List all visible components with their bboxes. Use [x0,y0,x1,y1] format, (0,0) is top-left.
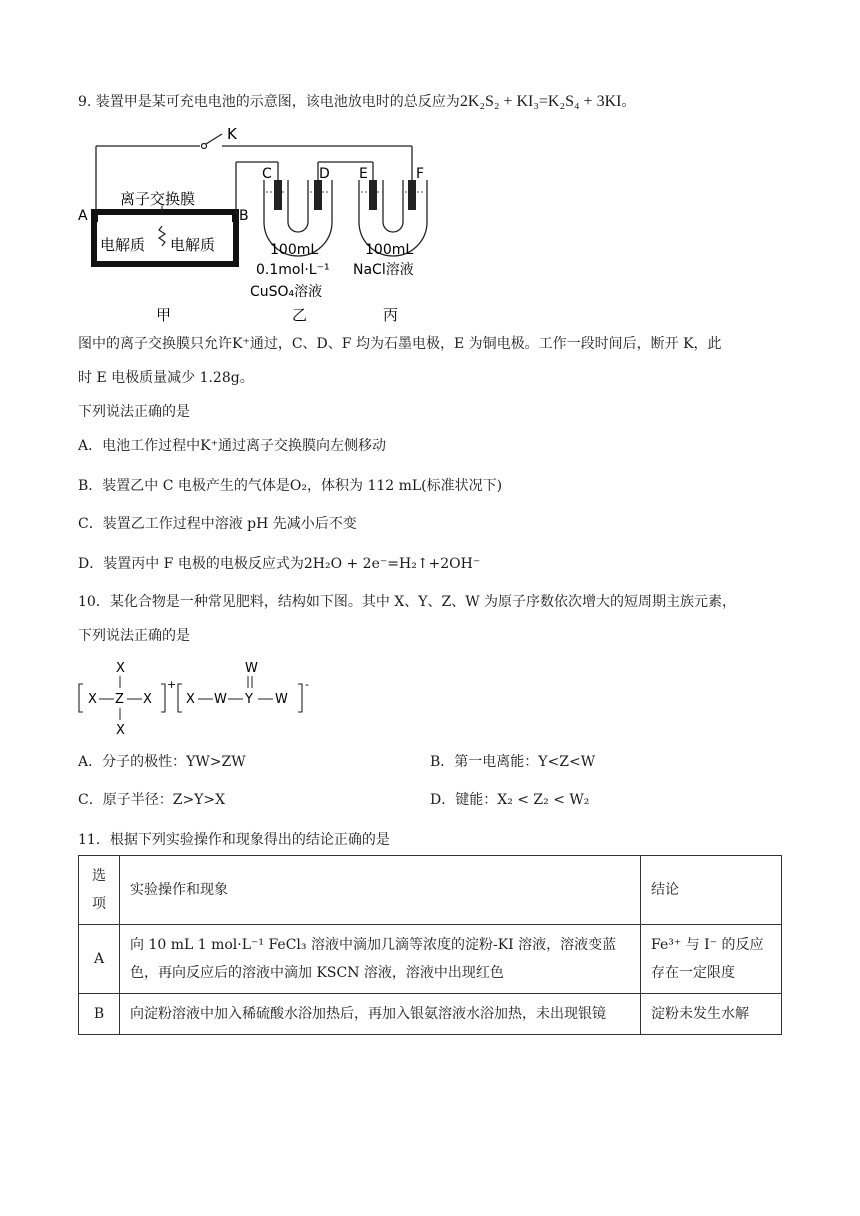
anion-w-top: W [245,661,258,676]
table-header-row [79,856,782,925]
q9-option-b: B．装置乙中 C 电极产生的气体是O₂，体积为 112 mL(标准状况下) [78,478,503,494]
electrode-c [274,180,282,210]
row-b-option: B [79,994,120,1035]
header-operation: 实验操作和现象 [120,856,641,925]
header-option-line2: 项 [92,896,106,912]
q9-para1a: 图中的离子交换膜只允许K⁺通过，C、D、F 均为石墨电极，E 为铜电极。工作一段时间后，断开 K，此 [78,336,722,352]
electrode-c-label: C [262,166,272,182]
switch-contact [202,144,207,149]
cation-charge: + [167,678,177,691]
electrolyte-right-label: 电解质 [170,236,216,254]
cell-bing-solution: NaCl溶液 [353,262,414,278]
u-tube-yi-inner [288,180,308,232]
q10-stem-line2: 下列说法正确的是 [78,628,190,644]
membrane-label: 离子交换膜 [120,190,196,208]
electrode-a-label: A [78,208,88,224]
membrane-zigzag [159,226,165,246]
electrode-d [314,180,322,210]
table-row [79,994,782,1035]
electrode-e-label: E [359,166,368,182]
switch-k-label: K [227,125,237,143]
anion-w-left: W [214,692,227,707]
q9-intro-end: 。 [621,94,636,110]
caption-bing: 丙 [383,306,399,324]
anion-bracket-left [178,684,182,712]
row-a-conclusion: Fe³⁺ 与 I⁻ 的反应存在一定限度 [641,925,782,994]
header-option [79,856,120,925]
q10-option-a: A．分子的极性：YW>ZW [78,754,246,770]
q10-structure-diagram [78,658,318,738]
cell-yi-concentration: 0.1mol·L⁻¹ [256,262,330,278]
electrode-d-label: D [319,166,330,182]
electrolyte-left-label: 电解质 [100,236,146,254]
cation-x-right: X [143,692,152,707]
q9-intro-text: 9. 装置甲是某可充电电池的示意图，该电池放电时的总反应为 [78,94,460,110]
row-a-option: A [79,925,120,994]
header-option-line1: 选 [92,868,106,884]
q9-para1b: 时 E 电极质量减少 1.28g。 [78,370,254,386]
cell-bing-volume: 100mL [365,242,414,258]
q9-intro [78,92,635,112]
u-tube-bing-inner [383,180,403,232]
switch-lever [206,134,222,144]
row-b-operation: 向淀粉溶液中加入稀硫酸水浴加热后，再加入银氨溶液水浴加热，未出现银镜 [120,994,641,1035]
cation-x-left: X [88,692,97,707]
cation-bracket-right [161,684,165,712]
cell-yi-solution: CuSO₄溶液 [250,284,323,300]
row-a-operation: 向 10 mL 1 mol·L⁻¹ FeCl₃ 溶液中滴加几滴等浓度的淀粉-KI 溶液，溶液变蓝色，再向反应后的溶液中滴加 KSCN 溶液，溶液中出现红色 [120,925,641,994]
electrode-f [408,180,416,210]
cell-yi-volume: 100mL [270,242,319,258]
table-row [79,925,782,994]
q9-question: 下列说法正确的是 [78,404,190,420]
q10-option-d: D．键能：X₂ < Z₂ < W₂ [430,792,590,808]
anion-x: X [186,692,195,707]
q10-stem-line1: 10．某化合物是一种常见肥料，结构如下图。其中 X、Y、Z、W 为原子序数依次增大的短周期主族元素， [78,594,737,610]
caption-jia: 甲 [156,306,172,324]
electrode-f-label: F [416,166,425,182]
q9-apparatus-diagram [78,120,448,330]
cation-bracket-left [79,684,83,712]
q10-option-b: B．第一电离能：Y<Z<W [430,754,596,770]
anion-y: Y [245,692,253,707]
q9-reaction-formula: 2K₂S₂ + KI₃=K₂S₄ + 3KI [459,93,622,110]
q9-option-c: C．装置乙工作过程中溶液 pH 先减小后不变 [78,516,357,532]
cation-x-bottom: X [116,723,125,738]
cation-z: Z [115,692,124,707]
anion-bracket-right [298,684,302,712]
q9-option-a: A．电池工作过程中K⁺通过离子交换膜向左侧移动 [78,438,386,454]
electrode-b-label: B [239,208,249,224]
row-b-conclusion: 淀粉未发生水解 [641,994,782,1035]
anion-w-right: W [275,692,288,707]
cation-x-top: X [116,661,125,676]
q11-stem: 11．根据下列实验操作和现象得出的结论正确的是 [78,832,390,848]
q11-experiment-table [78,855,782,1035]
anion-charge: - [305,678,309,691]
q9-option-d: D．装置丙中 F 电极的电极反应式为2H₂O + 2e⁻=H₂↑+2OH⁻ [78,556,481,572]
caption-yi: 乙 [292,306,308,324]
header-conclusion: 结论 [641,856,782,925]
q10-option-c: C．原子半径：Z>Y>X [78,792,226,808]
electrode-e [369,180,377,210]
